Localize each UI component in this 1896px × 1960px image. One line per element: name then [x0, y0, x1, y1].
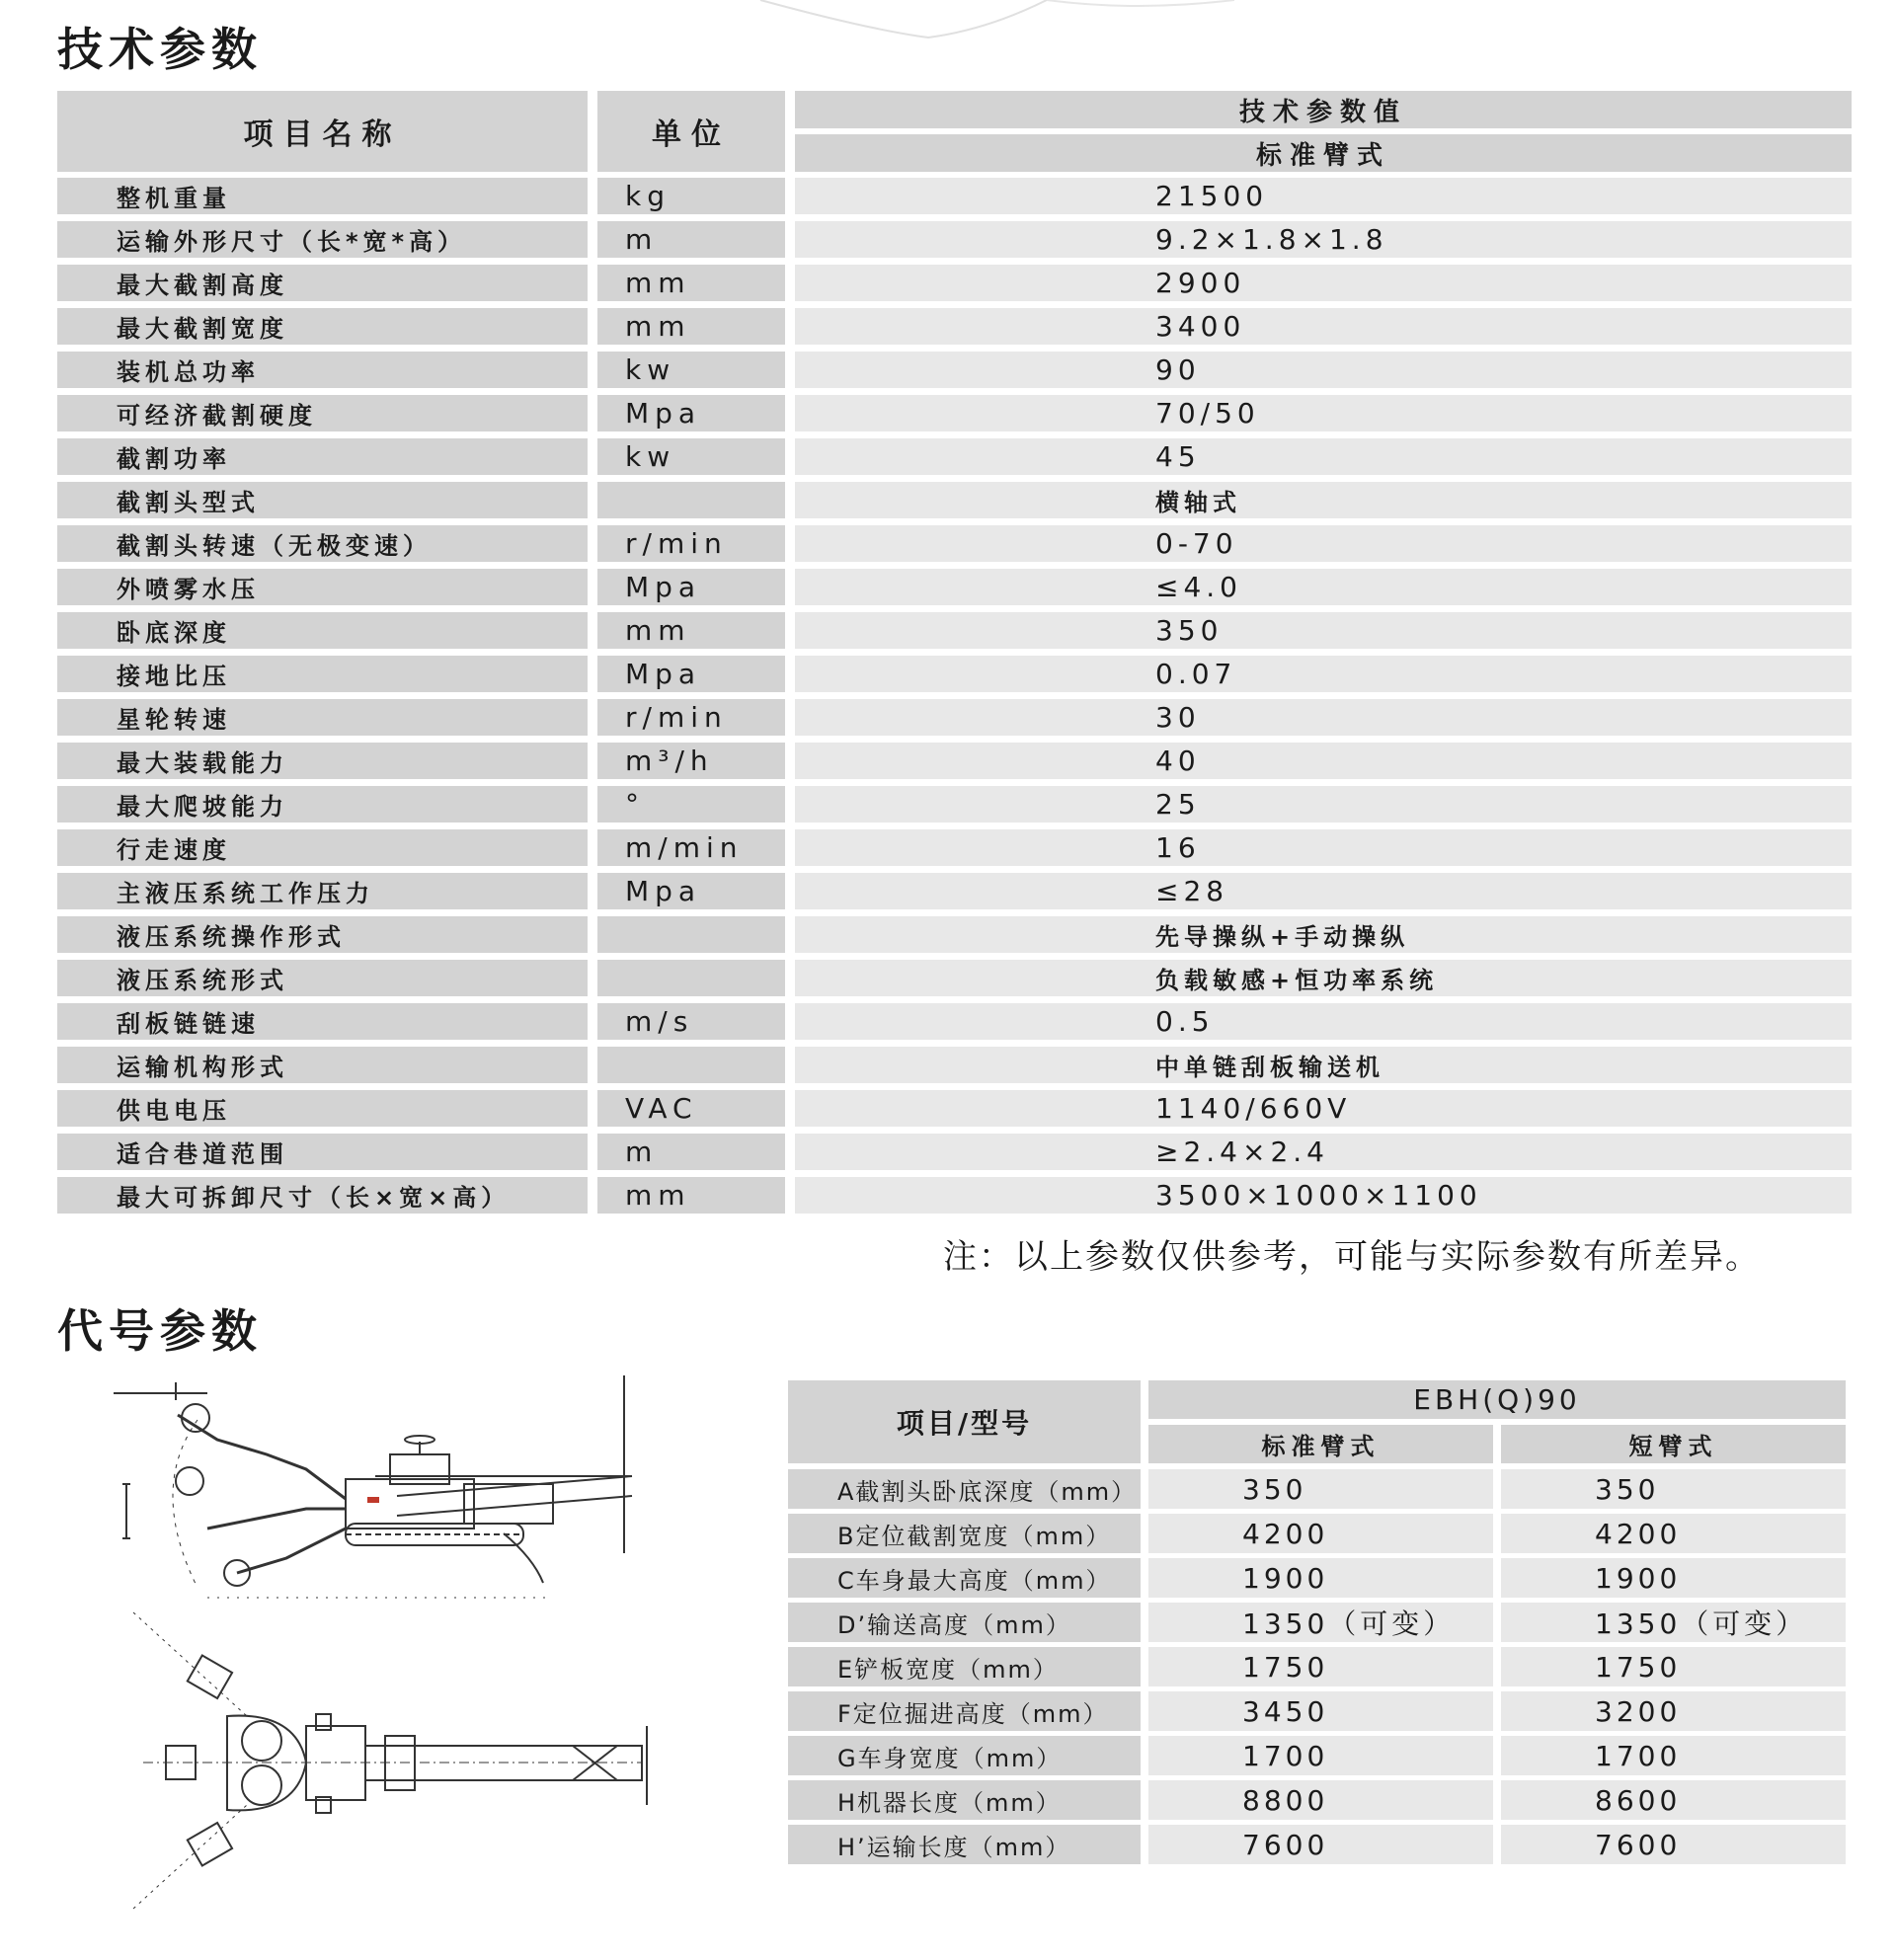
table-row	[57, 308, 1852, 345]
table-row	[788, 1514, 1846, 1553]
row-unit: kg	[597, 178, 785, 214]
row-unit	[597, 960, 785, 996]
table-row	[57, 1177, 1852, 1214]
table-row	[788, 1780, 1846, 1820]
row-value-standard-arm: 1750	[1148, 1647, 1493, 1686]
row-item-name: 卧底深度	[57, 612, 588, 649]
row-value-short-arm: 1900	[1501, 1558, 1846, 1598]
top-decoration	[0, 0, 1896, 49]
row-unit	[597, 916, 785, 953]
row-value: 先导操纵+手动操纵	[795, 916, 1852, 953]
table-row	[788, 1469, 1846, 1509]
row-unit: m/min	[597, 829, 785, 866]
row-value-short-arm: 7600	[1501, 1825, 1846, 1864]
row-item-name: 截割功率	[57, 438, 588, 475]
table-row	[57, 656, 1852, 692]
row-item-name: 液压系统形式	[57, 960, 588, 996]
table-row	[57, 221, 1852, 258]
row-item-name: 截割头型式	[57, 482, 588, 518]
row-item-name: 供电电压	[57, 1090, 588, 1127]
row-unit: m	[597, 1134, 785, 1170]
section-title-code-params: 代号参数	[57, 1304, 263, 1358]
row-item-name: 星轮转速	[57, 699, 588, 736]
header-value-standard-arm: 标准臂式	[795, 134, 1852, 172]
row-item-name: 适合巷道范围	[57, 1134, 588, 1170]
row-value: ≤4.0	[795, 569, 1852, 605]
table-row	[57, 873, 1852, 909]
tech-params-table	[57, 91, 1852, 1220]
row-unit: r/min	[597, 699, 785, 736]
table-body	[57, 178, 1852, 1214]
table-row	[788, 1691, 1846, 1731]
row-item-name: F定位掘进高度（mm）	[788, 1691, 1141, 1731]
code-table-header	[788, 1380, 1846, 1463]
row-value-standard-arm: 1900	[1148, 1558, 1493, 1598]
header-variant-short-arm: 短臂式	[1501, 1425, 1846, 1463]
row-item-name: E铲板宽度（mm）	[788, 1647, 1141, 1686]
row-unit: m	[597, 221, 785, 258]
table-row	[788, 1825, 1846, 1864]
row-unit	[597, 482, 785, 518]
row-value: 负载敏感+恒功率系统	[795, 960, 1852, 996]
row-value: 0.07	[795, 656, 1852, 692]
row-value: 0-70	[795, 525, 1852, 562]
row-value: 25	[795, 786, 1852, 823]
row-unit: kw	[597, 438, 785, 475]
table-row	[57, 829, 1852, 866]
table-header	[57, 91, 1852, 172]
table-row	[57, 352, 1852, 388]
row-item-name: D’输送高度（mm）	[788, 1603, 1141, 1642]
row-unit	[597, 1047, 785, 1083]
code-table-body	[788, 1469, 1846, 1864]
row-item-name: 运输机构形式	[57, 1047, 588, 1083]
row-value-standard-arm: 1700	[1148, 1736, 1493, 1775]
table-row	[57, 395, 1852, 431]
table-row	[57, 438, 1852, 475]
row-value-standard-arm: 7600	[1148, 1825, 1493, 1864]
table-row	[57, 525, 1852, 562]
header-item-model: 项目/型号	[788, 1380, 1141, 1463]
row-item-name: 刮板链链速	[57, 1003, 588, 1040]
table-row	[57, 1090, 1852, 1127]
row-item-name: G车身宽度（mm）	[788, 1736, 1141, 1775]
table-row	[57, 569, 1852, 605]
row-unit: Mpa	[597, 656, 785, 692]
row-item-name: 行走速度	[57, 829, 588, 866]
row-value-standard-arm: 8800	[1148, 1780, 1493, 1820]
code-params-table	[788, 1380, 1846, 1869]
table-row	[57, 699, 1852, 736]
row-unit: Mpa	[597, 395, 785, 431]
row-item-name: 外喷雾水压	[57, 569, 588, 605]
table-row	[57, 1134, 1852, 1170]
header-variants	[1148, 1425, 1846, 1463]
row-item-name: 最大爬坡能力	[57, 786, 588, 823]
table-row	[788, 1736, 1846, 1775]
table-row	[57, 786, 1852, 823]
roadheader-side-view-drawing	[49, 1361, 642, 1607]
table-row	[57, 612, 1852, 649]
row-value: 9.2×1.8×1.8	[795, 221, 1852, 258]
row-value-standard-arm: 4200	[1148, 1514, 1493, 1553]
row-value: 45	[795, 438, 1852, 475]
row-item-name: 液压系统操作形式	[57, 916, 588, 953]
row-unit: Mpa	[597, 873, 785, 909]
row-value-standard-arm: 350	[1148, 1469, 1493, 1509]
row-value: 3500×1000×1100	[795, 1177, 1852, 1214]
row-value: 中单链刮板输送机	[795, 1047, 1852, 1083]
row-unit: r/min	[597, 525, 785, 562]
table-row	[57, 960, 1852, 996]
header-value: 技术参数值	[795, 91, 1852, 128]
row-value: 70/50	[795, 395, 1852, 431]
header-item-name: 项目名称	[57, 91, 588, 172]
row-value: 3400	[795, 308, 1852, 345]
row-value: 1140/660V	[795, 1090, 1852, 1127]
row-item-name: 装机总功率	[57, 352, 588, 388]
row-unit: °	[597, 786, 785, 823]
row-value-short-arm: 8600	[1501, 1780, 1846, 1820]
header-unit: 单位	[597, 91, 785, 172]
table-row	[57, 265, 1852, 301]
row-unit: kw	[597, 352, 785, 388]
row-item-name: 整机重量	[57, 178, 588, 214]
row-value: 0.5	[795, 1003, 1852, 1040]
row-value-standard-arm: 1350（可变）	[1148, 1603, 1493, 1642]
row-unit: mm	[597, 308, 785, 345]
header-model-group	[1148, 1380, 1846, 1463]
row-item-name: H’运输长度（mm）	[788, 1825, 1141, 1864]
table-row	[57, 1047, 1852, 1083]
section-title-tech-params: 技术参数	[57, 23, 263, 76]
row-unit: mm	[597, 265, 785, 301]
row-value: 90	[795, 352, 1852, 388]
row-value: 40	[795, 743, 1852, 779]
table-row	[57, 178, 1852, 214]
row-value: 16	[795, 829, 1852, 866]
disclaimer-note: 注：以上参数仅供参考，可能与实际参数有所差异。	[943, 1237, 1761, 1277]
row-item-name: 主液压系统工作压力	[57, 873, 588, 909]
row-unit: m/s	[597, 1003, 785, 1040]
table-row	[57, 482, 1852, 518]
row-item-name: 截割头转速（无极变速）	[57, 525, 588, 562]
row-item-name: 最大截割宽度	[57, 308, 588, 345]
row-value-short-arm: 1350（可变）	[1501, 1603, 1846, 1642]
row-item-name: 接地比压	[57, 656, 588, 692]
row-value-short-arm: 3200	[1501, 1691, 1846, 1731]
header-value-group	[795, 91, 1852, 172]
header-model: EBH(Q)90	[1148, 1380, 1846, 1419]
table-row	[57, 916, 1852, 953]
row-unit: mm	[597, 1177, 785, 1214]
row-item-name: 最大装载能力	[57, 743, 588, 779]
row-value: 350	[795, 612, 1852, 649]
table-row	[788, 1647, 1846, 1686]
row-value: 30	[795, 699, 1852, 736]
row-unit: Mpa	[597, 569, 785, 605]
row-value: 21500	[795, 178, 1852, 214]
table-row	[57, 743, 1852, 779]
row-value: 横轴式	[795, 482, 1852, 518]
table-row	[788, 1558, 1846, 1598]
row-item-name: 最大截割高度	[57, 265, 588, 301]
row-item-name: 最大可拆卸尺寸（长×宽×高）	[57, 1177, 588, 1214]
row-item-name: 可经济截割硬度	[57, 395, 588, 431]
row-value: ≤28	[795, 873, 1852, 909]
row-item-name: 运输外形尺寸（长*宽*高）	[57, 221, 588, 258]
row-value-short-arm: 1700	[1501, 1736, 1846, 1775]
row-value-short-arm: 4200	[1501, 1514, 1846, 1553]
row-value-short-arm: 1750	[1501, 1647, 1846, 1686]
row-value-short-arm: 350	[1501, 1469, 1846, 1509]
row-unit: m³/h	[597, 743, 785, 779]
row-unit: mm	[597, 612, 785, 649]
row-unit: VAC	[597, 1090, 785, 1127]
row-item-name: C车身最大高度（mm）	[788, 1558, 1141, 1598]
row-value-standard-arm: 3450	[1148, 1691, 1493, 1731]
row-item-name: B定位截割宽度（mm）	[788, 1514, 1141, 1553]
row-value: 2900	[795, 265, 1852, 301]
row-item-name: A截割头卧底深度（mm）	[788, 1469, 1141, 1509]
row-value: ≥2.4×2.4	[795, 1134, 1852, 1170]
header-variant-standard-arm: 标准臂式	[1148, 1425, 1493, 1463]
roadheader-top-view-drawing	[49, 1607, 662, 1923]
table-row	[788, 1603, 1846, 1642]
row-item-name: H机器长度（mm）	[788, 1780, 1141, 1820]
table-row	[57, 1003, 1852, 1040]
